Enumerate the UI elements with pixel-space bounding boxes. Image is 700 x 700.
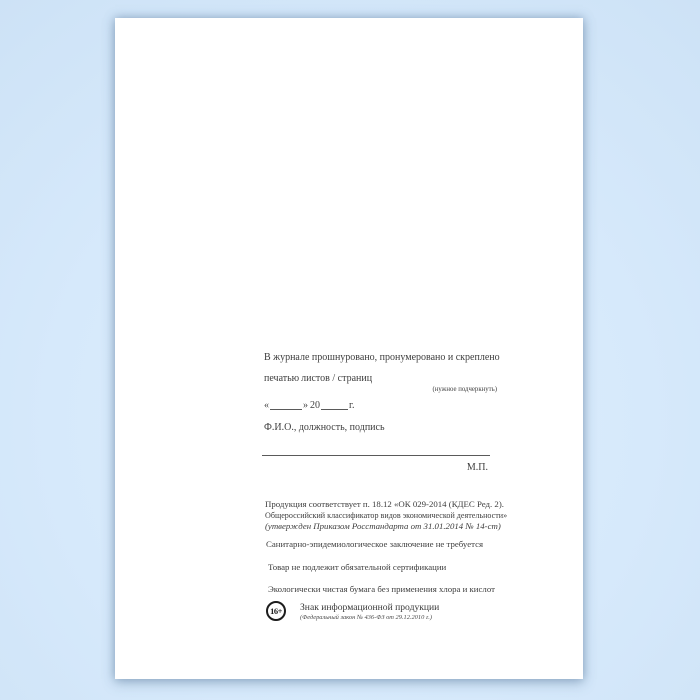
- certification-statement: Товар не подлежит обязательной сертификации: [268, 562, 447, 572]
- blank-year: [321, 408, 348, 410]
- fio-prefix: Ф.И.О., должность, подпись: [264, 422, 385, 433]
- compliance-line-3-approval: (утвержден Приказом Росстандарта от 31.01.2014 № 14-ст): [265, 521, 501, 531]
- compliance-line-2: Общероссийский классификатор видов экономической деятельности»: [265, 511, 508, 520]
- quote-close: »: [303, 400, 308, 411]
- fio-position-signature-line: [264, 422, 490, 434]
- age-mark-caption: [300, 601, 439, 621]
- blank-signature-extra-line: [262, 454, 490, 456]
- compliance-line-1: Продукция соответствует п. 18.12 «ОК 029-2014 (КДЕС Ред. 2).: [265, 499, 504, 509]
- quote-open: «: [264, 400, 269, 411]
- age-mark-block: [266, 601, 439, 621]
- year-prefix: 20: [310, 400, 320, 411]
- age-16-plus-icon: 16+: [266, 601, 286, 621]
- sanitary-statement: Санитарно-эпидемиологическое заключение не требуется: [266, 539, 484, 549]
- age-mark-title: Знак информационной продукции: [300, 602, 440, 613]
- blank-day: [270, 408, 302, 410]
- age-mark-law-reference: (Федеральный закон № 436-ФЗ от 29.12.2010 г.): [300, 613, 433, 621]
- seal-sheets-line: [264, 373, 498, 385]
- date-line: [264, 400, 498, 412]
- seal-prefix: печатью: [264, 373, 300, 384]
- eco-paper-statement: Экологически чистая бумага без применения хлора и кислот: [268, 584, 495, 594]
- stitched-statement-line: В журнале прошнуровано, пронумеровано и скреплено: [264, 352, 500, 363]
- seal-place-abbr: М.П.: [466, 462, 488, 473]
- seal-suffix: листов / страниц: [301, 373, 373, 384]
- journal-back-page: [115, 18, 583, 679]
- underline-hint-note: (нужное подчеркнуть): [432, 386, 497, 393]
- year-suffix: г.: [349, 400, 355, 411]
